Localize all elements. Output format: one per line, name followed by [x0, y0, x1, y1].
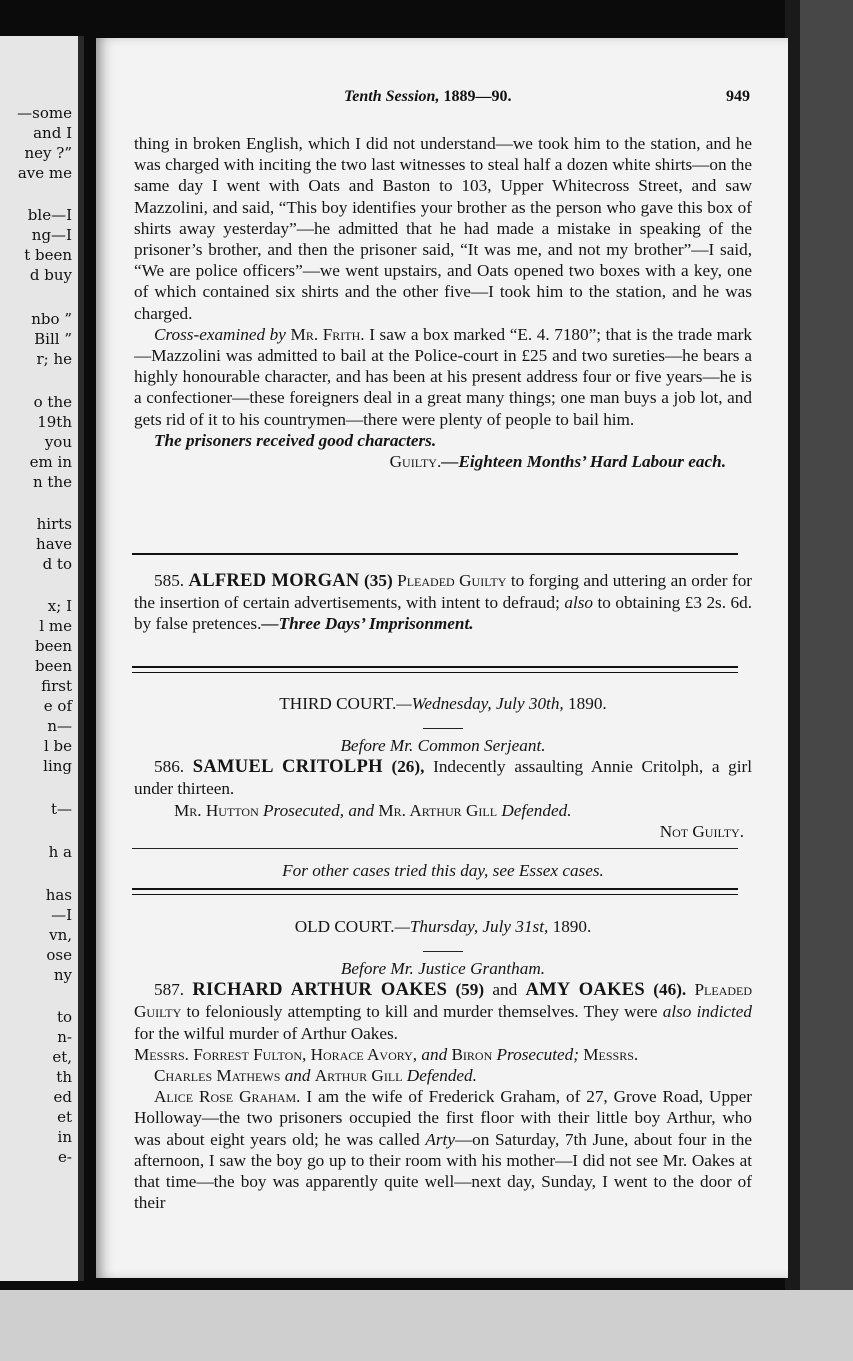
facing-page-text-fragment: —some	[17, 104, 72, 122]
facing-page-text-fragment: et	[57, 1108, 72, 1126]
facing-page-text-fragment: in	[57, 1128, 72, 1146]
facing-page-text-fragment: r; he	[36, 350, 72, 368]
facing-page-text-fragment: em in	[29, 453, 72, 471]
facing-page-text-fragment: e of	[43, 697, 72, 715]
case-586	[134, 735, 752, 842]
case-587-text: 587. RICHARD ARTHUR OAKES (59) and AMY OAKES (46). Pleaded Guilty to feloniously attempting to kill and murder themselves. They were also indicted for the wilful murder of Arthur Oakes.	[134, 980, 753, 1043]
facing-page-text-fragment: Bill ”	[34, 330, 72, 348]
double-rule-top	[132, 888, 738, 890]
verdict-line: Guilty.—Eighteen Months’ Hard Labour each.	[389, 452, 726, 472]
running-header	[96, 88, 788, 108]
section-divider	[132, 553, 738, 555]
judge-line: Before Mr. Common Serjeant.	[340, 736, 546, 755]
facing-page-text-fragment: ney ?”	[24, 144, 72, 162]
court-heading: OLD COURT.—Thursday, July 31st, 1890.	[294, 917, 592, 936]
judge-line: Before Mr. Justice Grantham.	[340, 959, 546, 978]
facing-page-fragment	[0, 36, 84, 1281]
case-586-text: 586. SAMUEL CRITOLPH (26), Indecently assaulting Annie Critolph, a girl under thirteen.	[134, 757, 753, 799]
prisoners-note: The prisoners received good characters.	[154, 430, 437, 450]
scanner-background	[0, 1290, 853, 1361]
facing-page-text-fragment: h a	[48, 843, 72, 861]
facing-page-text-fragment: ose	[46, 946, 72, 964]
verdict-line: Not Guilty.	[659, 821, 744, 841]
page-number: 949	[726, 88, 750, 105]
third-court-heading	[134, 693, 752, 714]
short-rule	[423, 728, 463, 729]
double-rule-bottom	[132, 672, 738, 673]
facing-page-text-fragment: ling	[43, 757, 72, 775]
facing-page-text-fragment: o the	[33, 393, 72, 411]
facing-page-text-fragment: —I	[51, 906, 72, 924]
facing-page-text-fragment: been	[34, 657, 72, 675]
book-page	[96, 38, 788, 1278]
cross-examination: Cross-examined by Mr. Frith. I saw a box marked “E. 4. 7180”; that is the trade mark—Mazzolini was admitted to bail at the Police-court in £25 and two sureties—he bears a highly honourable character, and has been at his present address four or five years—he is a confectioner—these foreigners deal in a great many things; one man buys a job lot, and gets rid of it to his countrymen—there were plenty of people to bail him.	[134, 324, 752, 429]
facing-page-text-fragment: you	[44, 433, 72, 451]
double-rule-top	[132, 666, 738, 668]
facing-page-text-fragment: been	[34, 637, 72, 655]
facing-page-text-fragment: l be	[43, 737, 72, 755]
facing-page-text-fragment: t been	[24, 246, 72, 264]
cross-reference	[134, 860, 752, 881]
facing-page-text-fragment: n—	[47, 717, 72, 735]
facing-page-text-fragment: et,	[52, 1048, 72, 1066]
counsel-line: Mr. Hutton Prosecuted, and Mr. Arthur Gill Defended.	[174, 800, 572, 820]
facing-page-text-fragment: n the	[33, 473, 72, 491]
facing-page-text-fragment: ave me	[17, 164, 72, 182]
facing-page-text-fragment: 19th	[37, 413, 72, 431]
testimony-paragraph: thing in broken English, which I did not understand—we took him to the station, and he was charged with inciting the two last witnesses to steal half a dozen white shirts—on the same day I went with Oats and Baston to 103, Upper Whitecross Street, and saw Mazzolini, and said, “This boy identifies your brother as the person who gave this box of shirts away yesterday”—he admitted that he had made a mistake in speaking of the prisoner’s brother, and then the prisoner said, “It was me, and not my brother”—I said, “We are police officers”—we went upstairs, and Oats opened two boxes with a key, one of which contained six shirts and the other five—I took him to the station, and he was charged.	[134, 134, 752, 323]
counsel-line: Messrs. Forrest Fulton, Horace Avory, and Biron Prosecuted; Messrs.	[134, 1044, 639, 1064]
section-divider	[132, 848, 738, 849]
facing-page-text-fragment: nbo ”	[31, 310, 72, 328]
facing-page-text-fragment: n-	[57, 1028, 72, 1046]
facing-page-text-fragment: ble—I	[27, 206, 72, 224]
facing-page-text-fragment: have	[36, 535, 72, 553]
facing-page-text-fragment: first	[41, 677, 72, 695]
facing-page-text-fragment: d to	[42, 555, 72, 573]
facing-page-text-fragment: th	[56, 1068, 72, 1086]
double-rule-bottom	[132, 894, 738, 895]
short-rule	[423, 951, 463, 952]
facing-page-text-fragment: e-	[58, 1148, 72, 1166]
old-court-heading	[134, 916, 752, 937]
case-585	[134, 570, 752, 635]
facing-page-text-fragment: x; I	[47, 597, 72, 615]
court-heading: THIRD COURT.—Wednesday, July 30th, 1890.	[279, 694, 607, 713]
facing-page-text-fragment: ny	[53, 966, 72, 984]
running-title: Tenth Session, 1889—90.	[344, 88, 512, 105]
facing-page-text-fragment: hirts	[36, 515, 72, 533]
facing-page-text-fragment: vn,	[49, 926, 72, 944]
facing-page-text-fragment: t—	[50, 800, 72, 818]
facing-page-text-fragment: and I	[33, 124, 72, 142]
facing-page-text-fragment: l me	[39, 617, 72, 635]
book-edge	[800, 0, 853, 1361]
facing-page-text-fragment: has	[45, 886, 72, 904]
witness-testimony: Alice Rose Graham. I am the wife of Frederick Graham, of 27, Grove Road, Upper Holloway—the two prisoners occupied the first floor with their little boy Arthur, who was about eight years old; he was called Arty—on Saturday, 7th June, about four in the afternoon, I saw the boy go up to their room with his mother—I did not see Mr. Oakes at that time—the boy was apparently quite well—next day, Sunday, I went to the door of their	[134, 1087, 753, 1213]
cross-reference-note: For other cases tried this day, see Essex cases.	[282, 861, 604, 880]
facing-page-text-fragment: ng—I	[31, 226, 72, 244]
facing-page-text-fragment: ed	[53, 1088, 72, 1106]
counsel-line: Charles Mathews and Arthur Gill Defended.	[154, 1066, 477, 1086]
facing-page-text-fragment: to	[56, 1008, 72, 1026]
facing-page-text-fragment: d buy	[29, 266, 72, 284]
testimony-continued	[134, 133, 752, 472]
case-585-text: 585. ALFRED MORGAN (35) Pleaded Guilty to forging and uttering an order for the insertion of certain advertisements, with intent to defraud; also to obtaining £3 2s. 6d. by false pretences.—Three Days’ Imprisonment.	[134, 571, 753, 634]
case-587	[134, 958, 752, 1213]
